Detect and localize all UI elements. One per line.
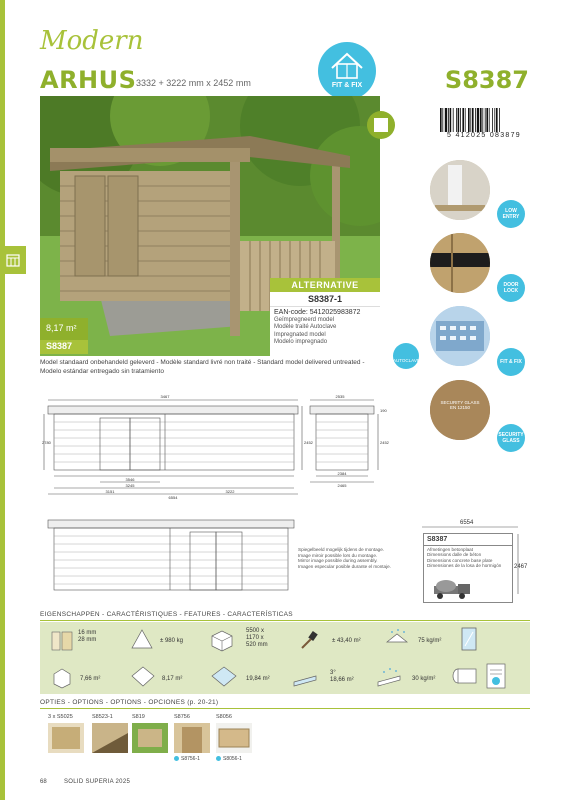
autoclave-badge: AUTOCLAVE bbox=[393, 343, 419, 369]
fit-fix-label: FIT & FIX bbox=[331, 82, 363, 89]
base-plate-code: S8387 bbox=[424, 534, 512, 546]
option-image bbox=[48, 723, 84, 753]
alternative-box bbox=[270, 278, 380, 356]
wall-thickness-icon bbox=[50, 630, 74, 652]
alternative-line: Modelo impregnado bbox=[274, 339, 328, 346]
barcode-bar bbox=[485, 108, 486, 132]
option-image bbox=[174, 723, 210, 753]
option-item[interactable] bbox=[174, 714, 210, 758]
dim-front-bottom-5: 6554 bbox=[168, 495, 178, 500]
door-lock-badge: DOOR LOCK bbox=[497, 274, 525, 302]
weight-icon bbox=[130, 628, 154, 652]
low-entry-badge: LOW ENTRY bbox=[497, 200, 525, 228]
options-rule bbox=[40, 708, 530, 709]
section-tab bbox=[0, 246, 26, 274]
barcode-bar bbox=[470, 108, 471, 132]
option-image bbox=[92, 723, 128, 753]
base-plate-line: Dimensiones de la losa de hormigón bbox=[427, 563, 502, 569]
barcode-bar bbox=[453, 108, 454, 132]
base-plate-line: Afmetingen betonplaat bbox=[427, 547, 473, 552]
fit-fix-feature-badge: FIT & FIX bbox=[497, 348, 525, 376]
alternative-line: Modèle traité Autoclave bbox=[274, 324, 337, 331]
security-glass-plate: SECURITY GLASS EN 12150 bbox=[440, 400, 480, 410]
barcode-bar bbox=[448, 108, 449, 132]
barcode-bar bbox=[472, 108, 474, 132]
barcode-bar bbox=[458, 108, 460, 132]
dim-front-height: 2780 bbox=[42, 440, 51, 445]
snow-load-icon bbox=[376, 666, 402, 688]
properties-panel bbox=[40, 622, 530, 694]
delivery-caption: Model standaard onbehandeld geleverd - Modèle standard livré non traité - Standard model delivered untreated - Modelo estándar entregado sin tratamiento bbox=[40, 359, 365, 375]
option-label: S8756 bbox=[174, 714, 190, 720]
roof-area-icon bbox=[210, 664, 238, 690]
mirror-note: Spiegelbeeld mogelijk tijdens de montage. Image miroir possible lors du montage. Mirror image possible during assembly. Imagen especular posible durante el montaje. bbox=[298, 547, 391, 569]
paint-brush-icon bbox=[298, 630, 320, 650]
roof-area: 19,84 m² bbox=[246, 676, 270, 682]
roof-slope: 3° 18,66 m² bbox=[330, 670, 354, 683]
alternative-ean: EAN-code: 5412025983872 bbox=[274, 309, 361, 316]
photo-code-badge: S8387 bbox=[40, 340, 88, 354]
wall-thickness: 16 mm 28 mm bbox=[78, 630, 97, 643]
barcode-bar bbox=[456, 108, 457, 132]
barcode-bar bbox=[450, 108, 452, 132]
barcode-bar bbox=[477, 108, 479, 132]
barcode-bar bbox=[492, 108, 493, 132]
dim-front-top: 3467 bbox=[160, 394, 170, 399]
option-label: 3 x S5025 bbox=[48, 714, 73, 720]
alternative-heading: ALTERNATIVE bbox=[270, 278, 380, 292]
barcode-bar bbox=[499, 108, 500, 132]
base-plate-line: Dimensions dalle de béton bbox=[427, 552, 482, 558]
base-plate-line: Dimensions concrete base plate bbox=[427, 557, 493, 563]
barcode-number: 5 412025 083879 bbox=[437, 132, 531, 139]
security-glass-badge: SECURITY GLASS bbox=[497, 424, 525, 452]
volume-icon bbox=[50, 666, 74, 690]
option-item[interactable] bbox=[48, 714, 84, 758]
barcode-bar bbox=[494, 108, 495, 132]
dim-front-bottom-4: 3222 bbox=[225, 489, 235, 494]
alternative-line: Geïmpregneerd model bbox=[274, 317, 335, 323]
paint-coverage: ± 43,40 m² bbox=[332, 638, 361, 644]
plan-height: 2467 bbox=[514, 564, 528, 570]
dim-side-height: 2452 bbox=[380, 440, 389, 445]
dim-side-bottom-2: 2465 bbox=[337, 483, 347, 488]
barcode-bar bbox=[460, 108, 461, 132]
catalog-brand: SOLID SUPERIA 2025 bbox=[64, 779, 131, 785]
weight: ± 980 kg bbox=[160, 638, 183, 644]
option-label: S8056 bbox=[216, 714, 232, 720]
floor-area-badge: 8,17 m² bbox=[40, 318, 88, 340]
model-dimensions: 3332 + 3222 mm x 2452 mm bbox=[136, 78, 251, 88]
house-frame-icon bbox=[318, 42, 376, 82]
window-icon bbox=[460, 626, 478, 652]
base-plate-info bbox=[423, 533, 513, 603]
barcode-bar bbox=[475, 108, 476, 132]
feature-fit-fix bbox=[430, 306, 490, 366]
fit-fix-badge bbox=[318, 42, 376, 100]
side-accent-bar bbox=[0, 0, 5, 800]
barcode-bar bbox=[486, 108, 488, 132]
option-image bbox=[216, 723, 252, 753]
option-sub-s8756-1: S8756-1 bbox=[174, 756, 200, 762]
alternative-line: Impregnated model bbox=[274, 331, 326, 338]
plan-width: 6554 bbox=[460, 520, 474, 526]
roof-slope-icon bbox=[292, 666, 318, 688]
barcode-bar bbox=[480, 108, 482, 132]
properties-title: EIGENSCHAPPEN - CARACTÉRISTIQUES - FEATURES - CARACTERÍSTICAS bbox=[40, 611, 293, 618]
barcode-bar bbox=[445, 108, 447, 132]
package-size: 5500 x 1170 x 520 mm bbox=[246, 628, 268, 648]
feature-door-lock bbox=[430, 233, 490, 293]
option-item[interactable] bbox=[132, 714, 168, 758]
dim-side-roof: 190 bbox=[380, 408, 387, 413]
floor-area-icon bbox=[130, 664, 156, 690]
page-number: 68 bbox=[40, 779, 47, 785]
dim-front-bottom-1: 3546 bbox=[125, 477, 135, 482]
barcode-bar bbox=[496, 108, 498, 132]
snow-load-roof: 30 kg/m² bbox=[412, 676, 436, 682]
barcode-bar bbox=[462, 108, 464, 132]
option-dot-icon bbox=[216, 756, 221, 761]
roofing-roll-icon bbox=[450, 666, 480, 686]
option-item[interactable] bbox=[92, 714, 128, 758]
option-sub-s8056-1: S8056-1 bbox=[216, 756, 242, 762]
properties-rule bbox=[40, 620, 530, 621]
barcode-bar bbox=[440, 108, 442, 132]
concrete-truck-icon bbox=[432, 578, 476, 600]
alternative-code: S8387-1 bbox=[270, 292, 380, 307]
option-dot-icon bbox=[174, 756, 179, 761]
dim-front-bottom-2: 3245 bbox=[125, 483, 135, 488]
barcode-bar bbox=[482, 108, 483, 132]
barcode-bar bbox=[489, 108, 490, 132]
barcode-bar bbox=[442, 108, 443, 132]
option-item[interactable] bbox=[216, 714, 252, 758]
package-icon bbox=[208, 628, 236, 652]
option-label: S8523-1 bbox=[92, 714, 113, 720]
volume: 7,66 m² bbox=[80, 676, 101, 682]
product-code: S8387 bbox=[444, 66, 529, 94]
option-label: S819 bbox=[132, 714, 145, 720]
option-image bbox=[132, 723, 168, 753]
shed-icon bbox=[6, 253, 20, 267]
dim-side-top: 2535 bbox=[335, 394, 345, 399]
model-name: ARHUS bbox=[40, 66, 137, 94]
dim-front-height-2: 2452 bbox=[304, 440, 313, 445]
instructions-icon bbox=[484, 662, 508, 690]
floor-area: 8,17 m² bbox=[162, 676, 183, 682]
snow-load: 75 kg/m² bbox=[418, 638, 442, 644]
flat-roof-badge bbox=[367, 111, 395, 139]
dim-front-bottom-3: 3151 bbox=[105, 489, 115, 494]
barcode-bar bbox=[465, 108, 466, 132]
options-row bbox=[40, 714, 280, 774]
dim-side-bottom-1: 2384 bbox=[337, 471, 347, 476]
snow-roof-icon bbox=[384, 628, 410, 650]
barcode-bar bbox=[468, 108, 470, 132]
feature-low-entry bbox=[430, 160, 490, 220]
category-title: Modern bbox=[40, 26, 144, 56]
options-title: OPTIES - OPTIONS - OPTIONS - OPCIONES (p. 20-21) bbox=[40, 699, 219, 706]
